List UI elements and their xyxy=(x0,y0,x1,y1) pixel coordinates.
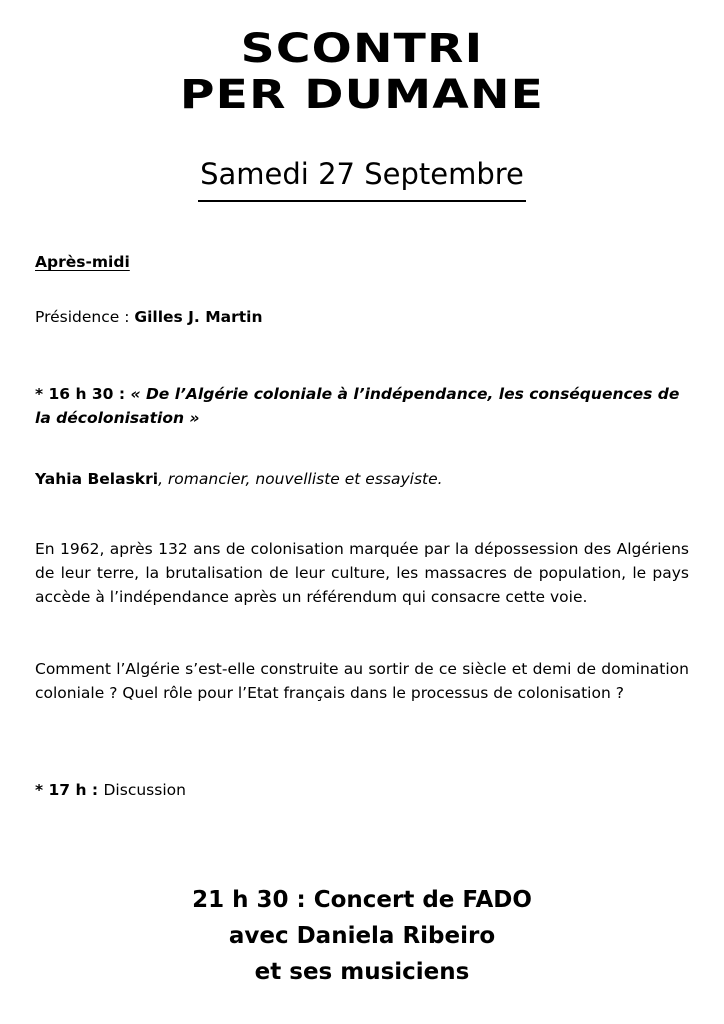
talk2-time: * 17 h : xyxy=(35,781,104,799)
concert-line-1: 21 h 30 : Concert de FADO xyxy=(192,887,532,913)
presidence-label: Présidence : xyxy=(35,308,135,326)
talk1-speaker-role: , romancier, nouvelliste et essayiste. xyxy=(158,470,443,488)
talk1-title: « De l’Algérie coloniale à l’indépendance, les conséquences de la décolonisation » xyxy=(35,385,680,427)
talk1-paragraph-2: Comment l’Algérie s’est-elle construite au sortir de ce siècle et demi de domination coloniale ? Quel rôle pour l’Etat français dans le processus de colonisation ? xyxy=(35,660,689,702)
concert-line-3: et ses musiciens xyxy=(254,959,470,985)
section-heading-text: Après-midi xyxy=(35,253,130,271)
presidence-name: Gilles J. Martin xyxy=(134,308,263,326)
talk1-speaker-line xyxy=(35,467,689,491)
talk2-line xyxy=(35,778,689,802)
title-line-2: PER DUMANE xyxy=(179,72,545,118)
talk1-speaker: Yahia Belaskri xyxy=(35,470,159,488)
talk2-label: Discussion xyxy=(103,781,186,799)
talk1-time: * 16 h 30 : xyxy=(35,385,131,403)
talk1-paragraph-1: En 1962, après 132 ans de colonisation marquée par la dépossession des Algériens de leur terre, la brutalisation de leur culture, les massacres de population, le pays accède à l’indépendance après un référendum qui consacre cette voie. xyxy=(35,540,689,606)
event-date xyxy=(0,154,724,202)
talk1-heading xyxy=(35,382,689,430)
concert-line-2: avec Daniela Ribeiro xyxy=(228,923,496,949)
presidence-line xyxy=(35,305,689,329)
title-line-1: SCONTRI xyxy=(240,26,484,72)
section-heading xyxy=(35,250,689,274)
event-date-text: Samedi 27 Septembre xyxy=(198,154,526,202)
concert-announcement xyxy=(0,882,724,990)
